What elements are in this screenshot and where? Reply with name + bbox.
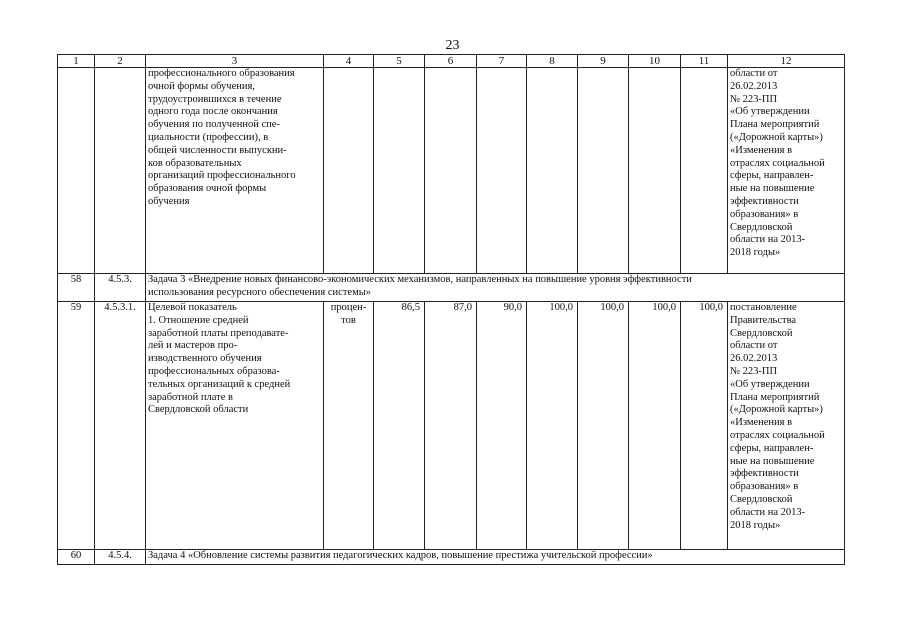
cell-source-document: области от 26.02.2013 № 223-ПП «Об утверждении Плана мероприятий («Дорожной карты») «Изменения в отраслях социальной сферы, направлен- ные на повышение эффективности образования» в Свердловской области на 2013- 2018 годы» [728,68,845,274]
cell-value-9: 100,0 [578,302,629,550]
table-row-60 [58,550,845,565]
cell-value-11 [681,68,728,274]
cell-source-document: постановление Правительства Свердловской области от 26.02.2013 № 223-ПП «Об утверждении Плана мероприятий («Дорожной карты») «Изменения в отраслях социальной сферы, направлен- ные на повышение эффективности образования» в Свердловской области на 2013- 2018 годы» [728,302,845,550]
cell-value-7 [477,68,527,274]
cell-unit [324,68,374,274]
cell-num [58,68,95,274]
cell-num: 60 [58,550,95,565]
cell-indicator-text: Целевой показатель 1. Отношение средней заработной платы преподавате- лей и мастеров про- изводственного обучения профессиональных образова- тельных организаций к средней заработной плате в Свердловской области [146,302,324,550]
cell-value-10 [629,68,681,274]
header-col-8: 8 [527,55,578,68]
cell-num: 59 [58,302,95,550]
document-table [57,54,845,565]
cell-indicator-text: профессионального образования очной формы обучения, трудоустроившихся в течение одного года после окончания обучения по полученной спе- циальности (профессии), в общей численности выпускни- ков образовательных организаций профессионального образования очной формы обучения [146,68,324,274]
cell-value-8: 100,0 [527,302,578,550]
header-col-10: 10 [629,55,681,68]
cell-value-5: 86,5 [374,302,425,550]
header-col-3: 3 [146,55,324,68]
cell-value-8 [527,68,578,274]
header-col-11: 11 [681,55,728,68]
header-col-2: 2 [95,55,146,68]
header-col-12: 12 [728,55,845,68]
table-row-59 [58,302,845,550]
cell-code: 4.5.3.1. [95,302,146,550]
cell-value-9 [578,68,629,274]
cell-num: 58 [58,274,95,302]
table-row-58 [58,274,845,302]
cell-value-6 [425,68,477,274]
table-row-continuation [58,68,845,274]
cell-code: 4.5.3. [95,274,146,302]
cell-value-5 [374,68,425,274]
cell-value-10: 100,0 [629,302,681,550]
header-col-7: 7 [477,55,527,68]
cell-code [95,68,146,274]
header-col-4: 4 [324,55,374,68]
header-col-9: 9 [578,55,629,68]
page-number: 23 [445,38,460,53]
cell-task-text: Задача 3 «Внедрение новых финансово-экономических механизмов, направленных на повышение уровня эффективности использования ресурсного обеспечения системы» [146,274,845,302]
header-col-5: 5 [374,55,425,68]
cell-unit: процен- тов [324,302,374,550]
cell-value-11: 100,0 [681,302,728,550]
header-col-6: 6 [425,55,477,68]
cell-value-7: 90,0 [477,302,527,550]
table-header-row [58,55,845,68]
cell-code: 4.5.4. [95,550,146,565]
cell-value-6: 87,0 [425,302,477,550]
cell-task-text: Задача 4 «Обновление системы развития педагогических кадров, повышение престижа учительской профессии» [146,550,845,565]
header-col-1: 1 [58,55,95,68]
